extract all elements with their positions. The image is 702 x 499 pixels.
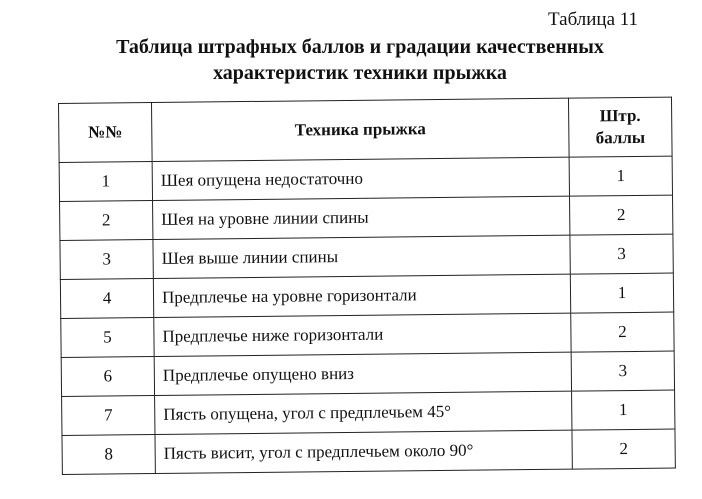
table-row — [59, 156, 672, 201]
row-number: 7 — [62, 396, 155, 436]
header-technique: Техника прыжка — [152, 98, 570, 161]
row-technique: Пясть опущена, угол с предплечьем 45° — [155, 391, 572, 434]
table-row — [60, 234, 673, 279]
row-number: 8 — [62, 435, 155, 475]
row-technique: Шея выше линии спины — [153, 235, 570, 278]
row-number: 4 — [60, 279, 153, 319]
row-technique: Предплечье ниже горизонтали — [154, 313, 571, 356]
penalty-points-table — [58, 97, 676, 475]
row-technique: Шея опущена недостаточно — [152, 157, 569, 200]
row-points: 2 — [570, 195, 673, 235]
row-number: 5 — [61, 318, 154, 358]
row-technique: Предплечье опущено вниз — [154, 352, 571, 395]
table-row — [60, 273, 673, 318]
header-points-line-2: баллы — [595, 127, 646, 148]
title-line-1: Таблица штрафных баллов и градации качественных — [116, 36, 604, 58]
row-points: 2 — [572, 429, 675, 469]
row-points: 3 — [570, 234, 673, 274]
title-line-2: характеристик техники прыжка — [213, 62, 507, 84]
row-technique: Предплечье на уровне горизонтали — [153, 274, 570, 317]
row-points: 1 — [572, 390, 675, 430]
table-row — [62, 390, 675, 435]
row-points: 3 — [571, 351, 674, 391]
header-points-line-1: Штр. — [599, 105, 641, 126]
row-technique: Шея на уровне линии спины — [153, 196, 570, 239]
row-number: 1 — [59, 162, 152, 202]
row-points: 2 — [571, 312, 674, 352]
table-number-label: Таблица 11 — [548, 9, 639, 30]
table-header-row — [59, 97, 673, 162]
row-points: 1 — [569, 156, 672, 196]
row-number: 2 — [60, 201, 153, 241]
row-technique: Пясть висит, угол с предплечьем около 90° — [155, 430, 572, 473]
table-row — [60, 195, 673, 240]
header-points — [568, 97, 672, 157]
table-row — [61, 312, 674, 357]
row-number: 6 — [61, 357, 154, 397]
table-row — [61, 351, 674, 396]
header-number: №№ — [59, 103, 153, 163]
row-points: 1 — [570, 273, 673, 313]
table-title — [60, 34, 660, 86]
table-row — [62, 429, 675, 474]
row-number: 3 — [60, 240, 153, 280]
